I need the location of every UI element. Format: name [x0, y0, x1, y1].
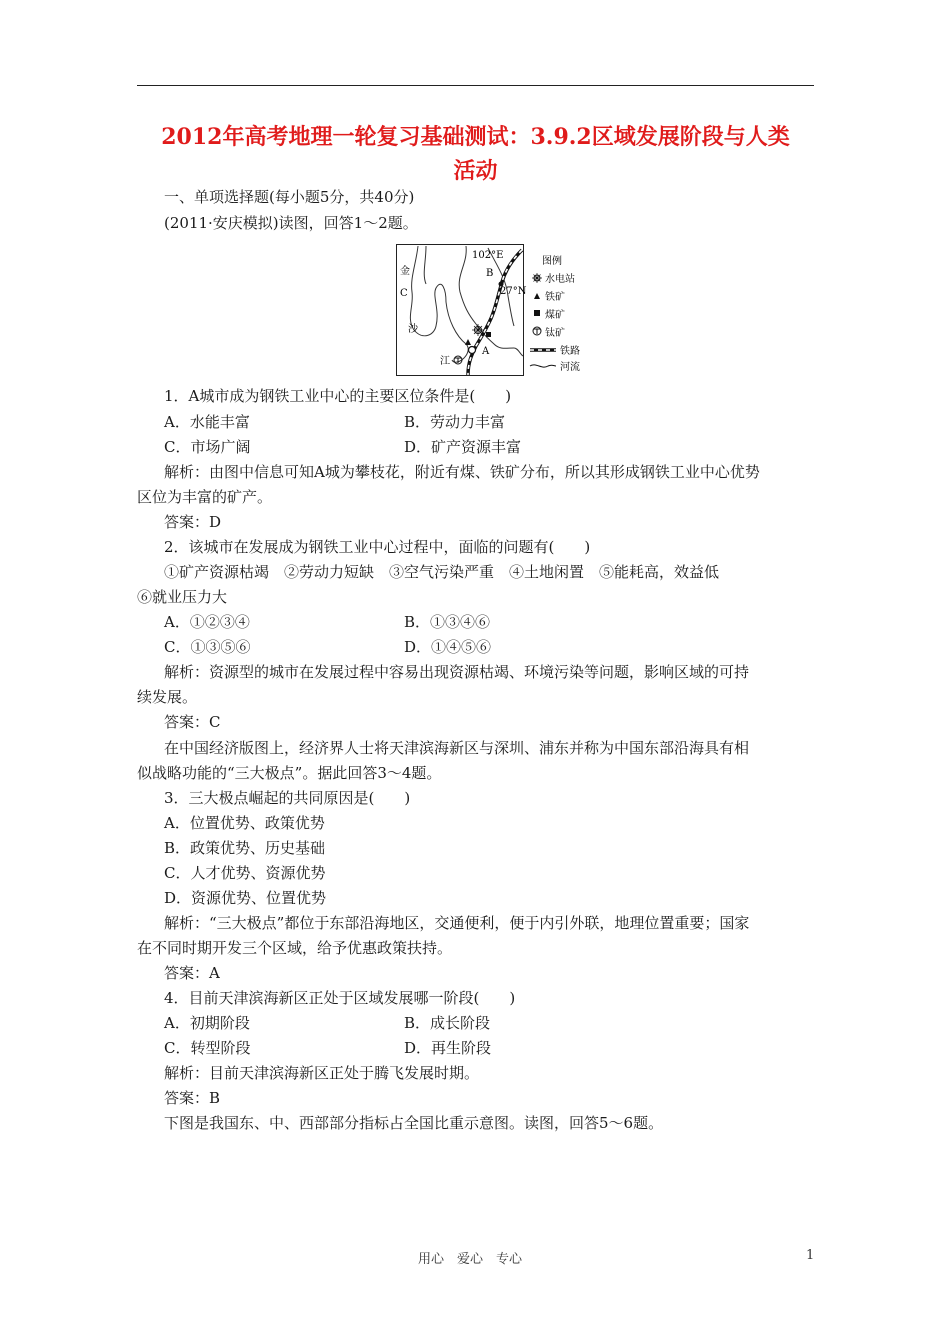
q1-analysis-line1: 解析：由图中信息可知A城为攀枝花，附近有煤、铁矿分布，所以其形成钢铁工业中心优势 [164, 463, 760, 481]
q2-options-line1: ①矿产资源枯竭 ②劳动力短缺 ③空气污染严重 ④土地闲置 ⑤能耗高，效益低 [164, 563, 720, 581]
section-heading: 一、单项选择题(每小题5分，共40分) [164, 188, 415, 206]
legend-coal-label: 煤矿 [545, 310, 565, 321]
q4-stem: 4．目前天津滨海新区正处于区域发展哪一阶段( ) [164, 989, 516, 1007]
map-legend [530, 254, 580, 373]
q1-option-d: D．矿产资源丰富 [404, 438, 522, 456]
point-c-label: C [400, 288, 408, 299]
legend-coal-icon [534, 310, 540, 316]
legend-river-label: 河流 [560, 362, 580, 373]
railway-line [468, 250, 522, 375]
q2-answer: 答案：C [164, 713, 221, 731]
jiang-label: 江 [440, 356, 450, 367]
header-rule [137, 85, 814, 86]
city-b-label: B [486, 268, 494, 279]
q3-analysis-line1: 解析：“三大极点”都位于东部沿海地区，交通便利，便于内引外联，地理位置重要；国家 [164, 914, 750, 932]
map-intro: (2011·安庆模拟)读图，回答1～2题。 [164, 214, 418, 232]
q3-option-d: D．资源优势、位置优势 [164, 889, 327, 907]
q2-analysis-line1: 解析：资源型的城市在发展过程中容易出现资源枯竭、环境污染等问题，影响区域的可持 [164, 663, 750, 681]
legend-river-icon [530, 365, 556, 367]
legend-iron-icon [534, 293, 540, 299]
q4-option-c: C．转型阶段 [164, 1039, 251, 1057]
q1-answer: 答案：D [164, 513, 222, 531]
q2-stem: 2．该城市在发展成为钢铁工业中心过程中，面临的问题有( ) [164, 538, 591, 556]
q1-analysis-line2: 区位为丰富的矿产。 [137, 488, 273, 506]
q4-option-a: A．初期阶段 [164, 1014, 250, 1032]
latitude-label: 27°N [500, 286, 527, 297]
q1-option-b: B．劳动力丰富 [404, 413, 506, 431]
q4-answer: 答案：B [164, 1089, 221, 1107]
q2-option-b: B．①③④⑥ [404, 613, 491, 631]
document-title-line1: 2012年高考地理一轮复习基础测试：3.9.2区域发展阶段与人类 [161, 124, 790, 150]
q3-stem: 3．三大极点崛起的共同原因是( ) [164, 789, 411, 807]
document-title-line2: 活动 [453, 158, 498, 184]
q1-option-a: A．水能丰富 [164, 413, 250, 431]
q2-analysis-line2: 续发展。 [137, 688, 198, 706]
q2-option-a: A．①②③④ [164, 613, 250, 631]
q3-answer: 答案：A [164, 964, 220, 982]
q1-option-c: C．市场广阔 [164, 438, 251, 456]
jin-label: 金 [400, 266, 410, 277]
panzhihua-map-figure [396, 244, 596, 376]
q1-stem: 1．A城市成为钢铁工业中心的主要区位条件是( ) [164, 387, 512, 405]
legend-title: 图例 [542, 256, 562, 267]
intro3: 下图是我国东、中、西部部分指标占全国比重示意图。读图，回答5～6题。 [164, 1114, 664, 1132]
city-a-marker [469, 347, 476, 354]
legend-railway-label: 铁路 [560, 346, 580, 357]
q2-options-line2: ⑥就业压力大 [137, 588, 228, 606]
legend-hydro-label: 水电站 [545, 274, 575, 285]
legend-titanium-icon [533, 327, 541, 335]
sha-label: 沙 [408, 324, 418, 335]
footer-motto: 用心 爱心 专心 [418, 1252, 523, 1267]
intro2-line1: 在中国经济版图上，经济界人士将天津滨海新区与深圳、浦东并称为中国东部沿海具有相 [164, 739, 750, 757]
q4-option-b: B．成长阶段 [404, 1014, 491, 1032]
legend-hydro-icon [532, 273, 542, 283]
q2-option-c: C．①③⑤⑥ [164, 638, 251, 656]
q3-option-a: A．位置优势、政策优势 [164, 814, 325, 832]
page-number: 1 [806, 1248, 815, 1263]
legend-iron-label: 铁矿 [545, 292, 565, 303]
q3-option-b: B．政策优势、历史基础 [164, 839, 326, 857]
city-a-label: A [482, 346, 490, 357]
intro2-line2: 似战略功能的“三大极点”。据此回答3～4题。 [137, 764, 442, 782]
q4-option-d: D．再生阶段 [404, 1039, 492, 1057]
legend-titanium-label: 钛矿 [545, 328, 565, 339]
iron-ore-icon [465, 339, 471, 345]
coal-mine-icon [486, 332, 491, 337]
longitude-label: 102°E [472, 250, 504, 261]
q4-analysis: 解析：目前天津滨海新区正处于腾飞发展时期。 [164, 1064, 480, 1082]
q2-option-d: D．①④⑤⑥ [404, 638, 492, 656]
q3-analysis-line2: 在不同时期开发三个区域，给予优惠政策扶持。 [137, 939, 453, 957]
q3-option-c: C．人才优势、资源优势 [164, 864, 326, 882]
